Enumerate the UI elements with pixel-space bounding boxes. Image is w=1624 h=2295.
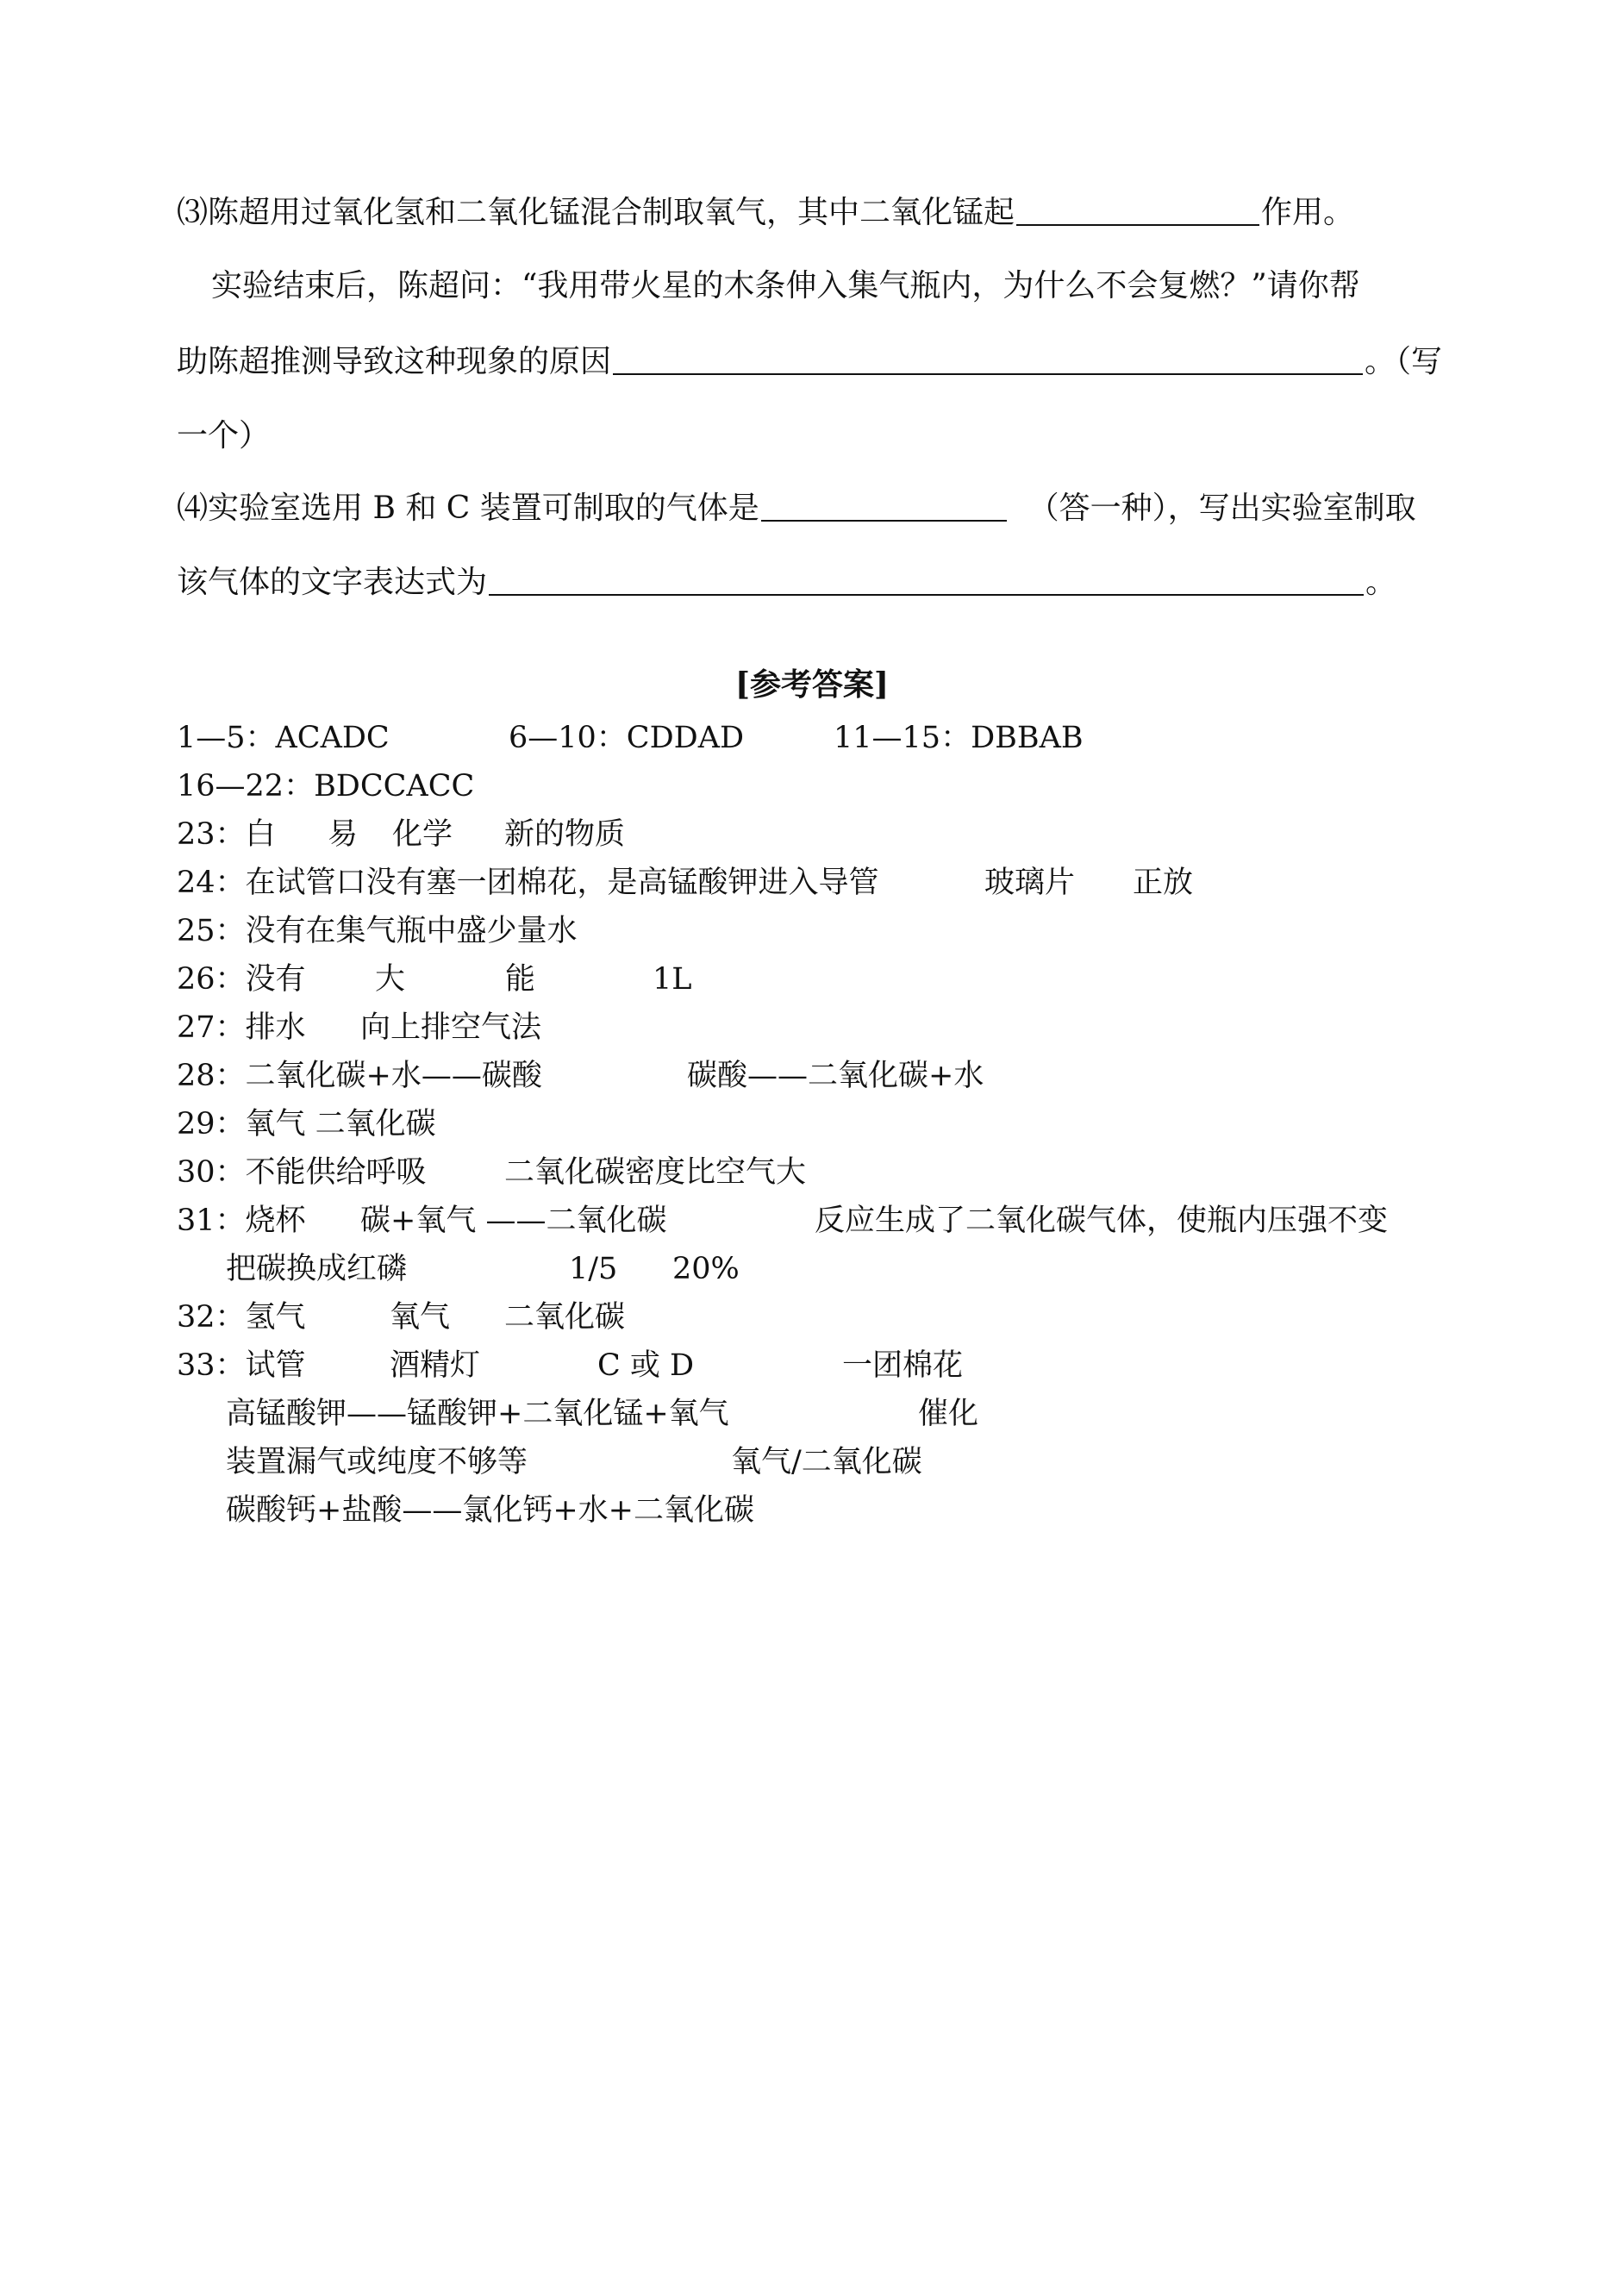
question-3-text-3: 助陈超推测导致这种现象的原因 — [177, 344, 612, 379]
question-3-line-4 — [177, 417, 270, 455]
answer-cell: 29：氧气 二氧化碳 — [177, 1107, 436, 1141]
answer-cell: 易 — [328, 817, 359, 852]
answer-cell: 一团棉花 — [842, 1348, 964, 1383]
question-3-tail: 作用。 — [1261, 195, 1355, 230]
answer-cell: 27：排水 — [177, 1010, 306, 1045]
answer-cell: 把碳换成红磷 — [226, 1252, 408, 1286]
answer-cell: 催化 — [918, 1397, 979, 1431]
question-3-text-4: 一个） — [177, 418, 271, 453]
answer-blank — [613, 344, 1363, 375]
answer-cell: 大 — [375, 962, 406, 997]
question-3-line-3 — [177, 343, 1442, 381]
question-4-tail-2: 。 — [1365, 565, 1397, 600]
answer-cell: 新的物质 — [504, 817, 626, 852]
answer-cell: 正放 — [1133, 866, 1194, 900]
question-3-text: ⑶陈超用过氧化氢和二氧化锰混合制取氧气，其中二氧化锰起 — [177, 195, 1015, 230]
question-4-text-2: 该气体的文字表达式为 — [177, 565, 488, 600]
answer-cell: 高锰酸钾——锰酸钾+二氧化锰+氧气 — [226, 1397, 729, 1431]
answer-cell: 28：二氧化碳+水——碳酸 — [177, 1059, 542, 1093]
answer-cell: 26：没有 — [177, 962, 306, 997]
answer-cell: 31：烧杯 — [177, 1204, 306, 1238]
answer-cell: 16—22：BDCCACC — [177, 769, 475, 804]
answer-cell: 碳酸——二氧化碳+水 — [687, 1059, 984, 1093]
question-3-line-2 — [211, 267, 1360, 305]
answer-cell: 氧气 — [390, 1300, 451, 1335]
answer-cell: 碳酸钙+盐酸——氯化钙+水+二氧化碳 — [226, 1493, 754, 1528]
answer-cell: 24：在试管口没有塞一团棉花，是高锰酸钾进入导管 — [177, 866, 879, 900]
question-3-line-1 — [177, 194, 1354, 232]
answer-cell: 玻璃片 — [984, 866, 1076, 900]
answer-blank — [761, 491, 1007, 522]
answer-cell: 1L — [653, 962, 692, 997]
answer-cell: 装置漏气或纯度不够等 — [226, 1445, 528, 1479]
answer-cell: 23：白 — [177, 817, 276, 852]
answer-cell: 反应生成了二氧化碳气体，使瓶内压强不变 — [815, 1204, 1389, 1238]
answer-cell: 二氧化碳密度比空气大 — [504, 1155, 807, 1190]
answer-cell: 化学 — [392, 817, 453, 852]
answer-cell: 能 — [505, 962, 536, 997]
answer-cell: 碳+氧气 ——二氧化碳 — [360, 1204, 667, 1238]
answer-cell: 32：氢气 — [177, 1300, 306, 1335]
answer-blank — [1016, 195, 1259, 226]
answer-cell: 1/5 — [569, 1252, 618, 1286]
question-4-line-1 — [177, 490, 1416, 528]
answer-cell: 酒精灯 — [390, 1348, 481, 1383]
answer-cell: 33：试管 — [177, 1348, 306, 1383]
question-4-line-2 — [177, 564, 1396, 602]
answers-title: [参考答案] — [734, 666, 890, 703]
answer-cell: 25：没有在集气瓶中盛少量水 — [177, 914, 578, 948]
answer-cell: 11—15：DBBAB — [834, 721, 1084, 755]
answer-cell: 30：不能供给呼吸 — [177, 1155, 427, 1190]
answer-cell: 二氧化碳 — [504, 1300, 626, 1335]
question-3-text-2: 实验结束后，陈超问：“我用带火星的木条伸入集气瓶内，为什么不会复燃？”请你帮 — [211, 268, 1360, 303]
question-4-tail: （答一种），写出实验室制取 — [1027, 491, 1416, 526]
answer-cell: C 或 D — [597, 1348, 695, 1383]
answer-cell: 1—5：ACADC — [177, 721, 390, 755]
answer-cell: 向上排空气法 — [360, 1010, 542, 1045]
question-4-text: ⑷实验室选用 B 和 C 装置可制取的气体是 — [177, 491, 759, 526]
answer-blank — [489, 565, 1364, 596]
answer-cell: 氧气/二氧化碳 — [731, 1445, 922, 1479]
question-3-tail-3: 。（写 — [1365, 344, 1443, 379]
answer-cell: 6—10：CDDAD — [509, 721, 745, 755]
answer-cell: 20% — [672, 1252, 740, 1286]
